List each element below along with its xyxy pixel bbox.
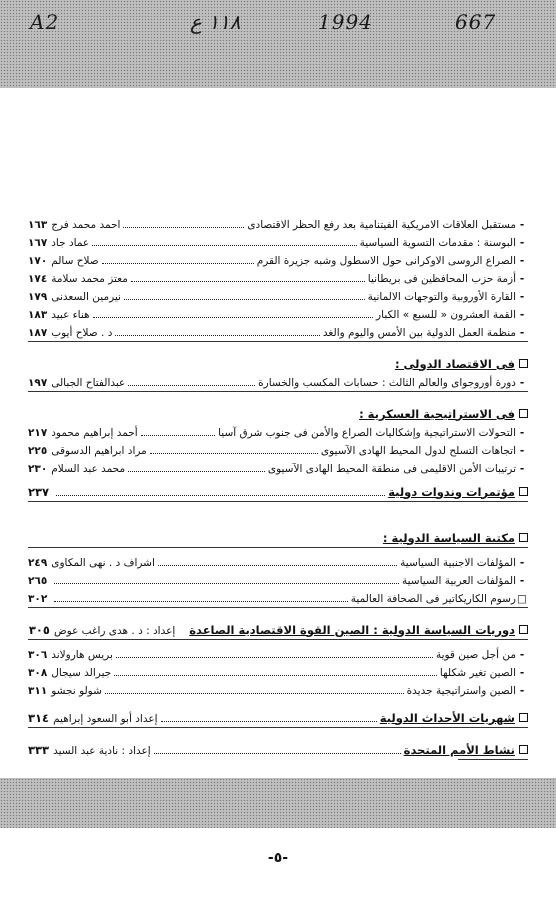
handwritten-code: A2 bbox=[30, 10, 60, 34]
divider bbox=[28, 639, 528, 640]
divider bbox=[28, 391, 528, 392]
divider bbox=[28, 727, 528, 728]
handwritten-issue: ١١٨ ع bbox=[190, 10, 241, 34]
toc-entry[interactable]: - القارة الأوروبية والتوجهات الالمانية نيرمين السعدنى ١٧٩ bbox=[28, 290, 525, 303]
checkbox-icon bbox=[519, 409, 528, 418]
toc-entry[interactable]: - من أجل صين قوية بريس هارولاند ٣٠٦ bbox=[28, 648, 525, 661]
section-heading-monthly[interactable]: شهريات الأحداث الدولية إعداد أبو السعود إبراهيم ٣١٤ bbox=[28, 702, 528, 724]
divider bbox=[458, 759, 528, 760]
toc-entry[interactable]: - مستقبل العلاقات الامريكية الفيتنامية بعد رفع الحظر الاقتصادى احمد محمد فرج ١٦٣ bbox=[28, 218, 525, 231]
toc-entry[interactable]: - ترتيبات الأمن الاقليمى فى منطقة المحيط الهادى الآسيوى محمد عبد السلام ٢٣٠ bbox=[28, 462, 525, 475]
section-heading-conferences[interactable]: مؤتمرات وندوات دولية ٢٣٧ bbox=[28, 476, 528, 498]
toc-entry[interactable]: - المؤلفات العربية السياسية ٢٦٥ bbox=[28, 574, 525, 587]
checkbox-icon bbox=[519, 487, 528, 496]
toc-entry[interactable]: - البوسنة : مقدمات التسوية السياسية عماد جاد ١٦٧ bbox=[28, 236, 525, 249]
section-heading-un[interactable]: نشاط الأمم المتحدة إعداد : نادية عبد السيد ٣٣٣ bbox=[28, 734, 528, 756]
toc-entry[interactable]: - اتجاهات التسلح لدول المحيط الهادى الآسيوى مراد ابراهيم الدسوقى ٢٢٥ bbox=[28, 444, 525, 457]
checkbox-icon bbox=[519, 625, 528, 634]
section-heading-library[interactable]: مكتبة السياسة الدولية : bbox=[28, 522, 528, 544]
toc-entry[interactable]: - المؤلفات الاجنبية السياسية اشراف د . نهى المكاوى ٢٤٩ bbox=[28, 556, 525, 569]
divider bbox=[28, 341, 528, 342]
table-of-contents bbox=[28, 212, 528, 762]
bottom-halftone-band bbox=[0, 778, 556, 828]
section-world-affairs bbox=[28, 212, 528, 338]
page-number: -٥- bbox=[267, 850, 289, 866]
toc-entry[interactable]: - الصين واستراتيجية جديدة شولو نجشو ٣١١ bbox=[28, 684, 525, 697]
toc-entry[interactable]: - منظمة العمل الدولية بين الأمس واليوم والغد د . صلاح أيوب ١٨٧ bbox=[28, 326, 525, 339]
checkbox-icon bbox=[519, 713, 528, 722]
toc-entry[interactable]: - التحولات الاستراتيجية وإشكاليات الصراع والأمن فى جنوب شرق آسيا أحمد إبراهيم محمود ٢١٧ bbox=[28, 426, 525, 439]
divider bbox=[28, 501, 528, 502]
toc-entry[interactable]: - القمة العشرون « للسبع » الكبار هناء عبيد ١٨٣ bbox=[28, 308, 525, 321]
divider bbox=[28, 607, 528, 608]
section-heading-military[interactable]: فى الاستراتيجية العسكرية : bbox=[28, 398, 528, 420]
toc-entry[interactable]: □ رسوم الكاريكاتير فى الصحافة العالمية ٣٠٢ bbox=[28, 592, 527, 605]
toc-entry[interactable]: - أزمة حزب المحافظين فى بريطانيا معتز محمد سلامة ١٧٤ bbox=[28, 272, 525, 285]
checkbox-icon bbox=[519, 359, 528, 368]
section-heading-periodicals[interactable]: دوريات السياسة الدولية : الصين القوة الاقتصادية الصاعدة إعداد : د . هدى راغب عوض ٣٠٥ bbox=[28, 614, 528, 636]
section-heading-economy[interactable]: فى الاقتصاد الدولى : bbox=[28, 348, 528, 370]
divider bbox=[28, 547, 528, 548]
toc-entry[interactable]: - الصين تغير شكلها جيرالد سيجال ٣٠٨ bbox=[28, 666, 525, 679]
toc-entry[interactable]: - الصراع الروسى الاوكرانى حول الاسطول وشبه جزيرة القرم صلاح سالم ١٧٠ bbox=[28, 254, 525, 267]
handwritten-number: 667 bbox=[455, 10, 497, 34]
checkbox-icon bbox=[519, 745, 528, 754]
toc-entry[interactable]: - دورة أوروجواى والعالم الثالث : حسابات المكسب والخسارة عبدالفتاح الجبالى ١٩٧ bbox=[28, 376, 525, 389]
handwritten-year: 1994 bbox=[318, 10, 373, 34]
checkbox-icon bbox=[519, 533, 528, 542]
